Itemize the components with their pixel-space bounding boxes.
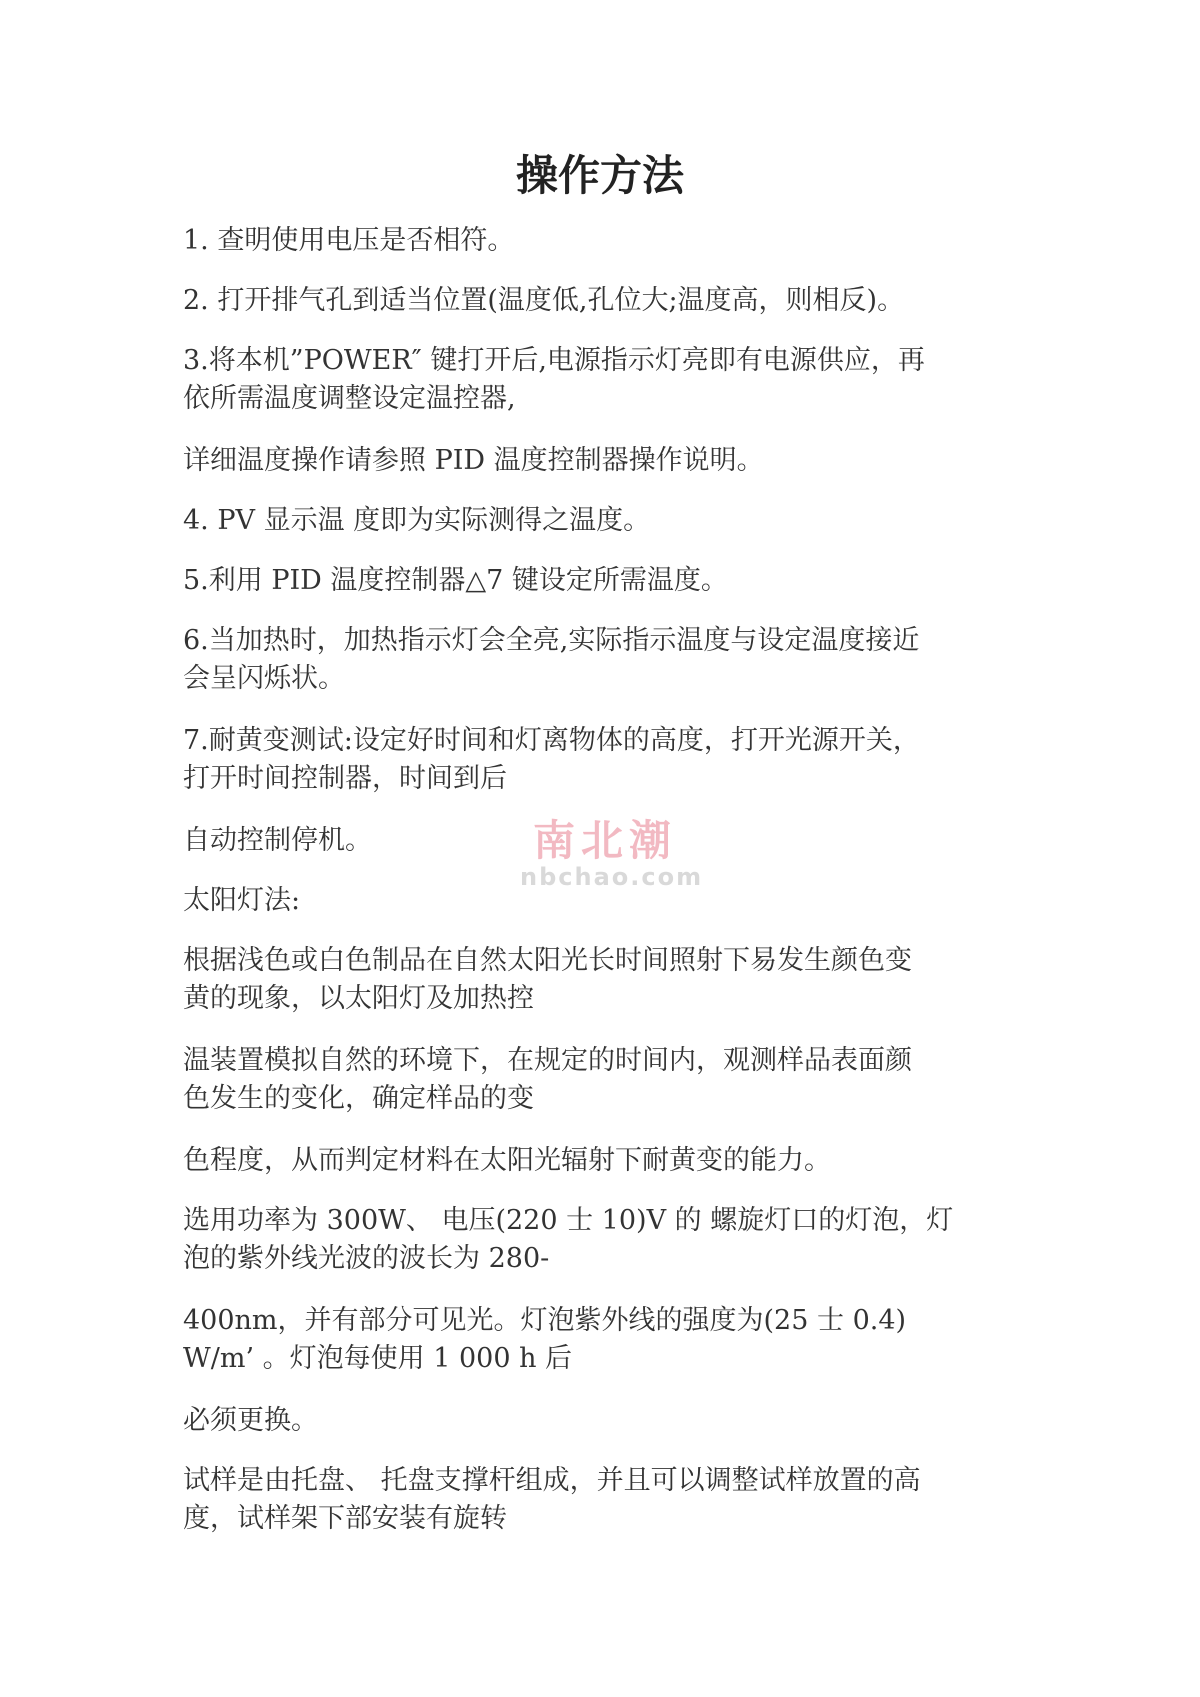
paragraph-replace <box>183 1402 1043 1440</box>
paragraph-line: 必须更换。 <box>183 1405 318 1436</box>
paragraph-line: 5.利用 PID 温度控制器△7 键设定所需温度。 <box>183 565 728 596</box>
paragraph-step-4 <box>183 502 1043 540</box>
paragraph-line: 色发生的变化，确定样品的变 <box>183 1083 534 1114</box>
paragraph-line: 400nm，并有部分可见光。灯泡紫外线的强度为(25 士 0.4) <box>183 1305 907 1336</box>
paragraph-step-6 <box>183 622 1043 698</box>
paragraph-line: 自动控制停机。 <box>183 825 372 856</box>
paragraph-line: 温装置模拟自然的环境下，在规定的时间内，观测样品表面颜 <box>183 1045 912 1076</box>
paragraph-step-2 <box>183 282 1043 320</box>
paragraph-uv-intensity <box>183 1302 1043 1378</box>
paragraph-step-3 <box>183 342 1043 418</box>
paragraph-degree <box>183 1142 1043 1180</box>
paragraph-line: 详细温度操作请参照 PID 温度控制器操作说明。 <box>183 445 764 476</box>
paragraph-line: 太阳灯法: <box>183 885 301 916</box>
paragraph-line: W/m’ 。灯泡每使用 1 000 h 后 <box>183 1343 573 1374</box>
paragraph-line: 4. PV 显示温 度即为实际测得之温度。 <box>183 505 651 536</box>
paragraph-pid-note <box>183 442 1043 480</box>
paragraph-line: 试样是由托盘、 托盘支撑杆组成，并且可以调整试样放置的高 <box>183 1465 921 1496</box>
page-title: 操作方法 <box>515 151 684 200</box>
paragraph-lamp-spec <box>183 1202 1043 1278</box>
paragraph-line: 6.当加热时，加热指示灯会全亮,实际指示温度与设定温度接近 <box>183 625 920 656</box>
paragraph-sample-holder <box>183 1462 1043 1538</box>
watermark-latin: nbchao.com <box>520 863 704 891</box>
paragraph-step-7 <box>183 722 1043 798</box>
paragraph-line: 泡的紫外线光波的波长为 280- <box>183 1243 550 1274</box>
paragraph-step-5 <box>183 562 1043 600</box>
paragraph-line: 依所需温度调整设定温控器, <box>183 383 516 414</box>
paragraph-simulation <box>183 1042 1043 1118</box>
paragraph-line: 选用功率为 300W、 电压(220 士 10)V 的 螺旋灯口的灯泡，灯 <box>183 1205 954 1236</box>
paragraph-principle <box>183 942 1043 1018</box>
paragraph-auto-stop <box>183 822 1043 860</box>
paragraph-line: 打开时间控制器，时间到后 <box>183 763 507 794</box>
paragraph-line: 2. 打开排气孔到适当位置(温度低,孔位大;温度高，则相反)。 <box>183 285 905 316</box>
paragraph-line: 会呈闪烁状。 <box>183 663 345 694</box>
watermark-chinese: 南北潮 <box>532 816 677 865</box>
paragraph-line: 1. 查明使用电压是否相符。 <box>183 225 515 256</box>
paragraph-line: 度，试样架下部安装有旋转 <box>183 1503 507 1534</box>
paragraph-line: 3.将本机”POWER″ 键打开后,电源指示灯亮即有电源供应，再 <box>183 345 925 376</box>
paragraph-line: 7.耐黄变测试:设定好时间和灯离物体的高度，打开光源开关， <box>183 725 920 756</box>
paragraph-line: 色程度，从而判定材料在太阳光辐射下耐黄变的能力。 <box>183 1145 831 1176</box>
paragraph-line: 根据浅色或白色制品在自然太阳光长时间照射下易发生颜色变 <box>183 945 912 976</box>
paragraph-step-1 <box>183 222 1043 260</box>
paragraph-sun-lamp-heading <box>183 882 1043 920</box>
paragraph-line: 黄的现象，以太阳灯及加热控 <box>183 983 534 1014</box>
